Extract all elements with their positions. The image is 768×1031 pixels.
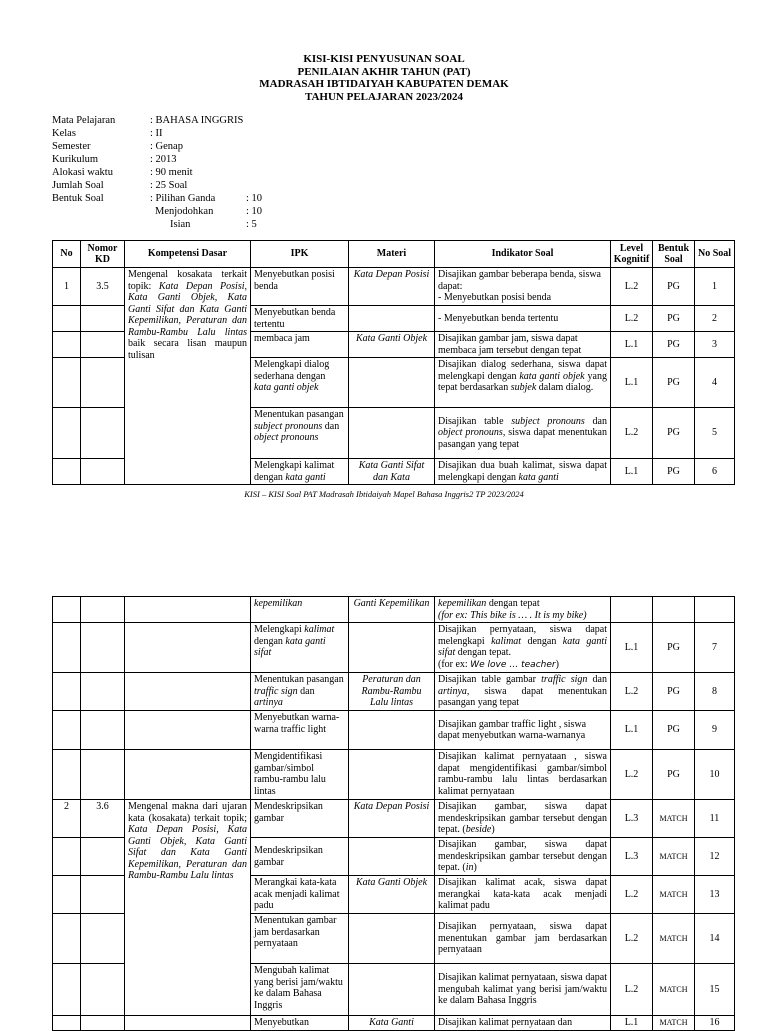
- ipk-cell: kepemilikan: [251, 597, 349, 623]
- table-row: [53, 673, 735, 711]
- level-cell: L.3: [611, 800, 653, 838]
- ipk-cell: Mendeskripsikan gambar: [251, 838, 349, 876]
- ipk-cell: Menentukan pasangan subject pronouns dan object pronouns: [251, 408, 349, 459]
- meta-label: Kurikulum: [52, 154, 99, 165]
- ipk-cell: Menentukan gambar jam berdasarkan pernyataan: [251, 914, 349, 964]
- level-cell: L.2: [611, 408, 653, 459]
- indikator-cell: Disajikan kalimat pernyataan, siswa dapat mengubah kalimat yang berisi jam/waktu ke dalam Bahasa Inggris: [435, 964, 611, 1016]
- column-header: IPK: [251, 241, 349, 268]
- ipk-cell: Mendeskripsikan gambar: [251, 800, 349, 838]
- ipk-cell: Menyebutkan warna-warna traffic light: [251, 711, 349, 750]
- kd-number: 3.5: [81, 268, 125, 306]
- meta-label: Bentuk Soal: [52, 193, 104, 204]
- indikator-cell: Disajikan gambar, siswa dapat mendeskripsikan gambar tersebut dengan tepat. (in): [435, 838, 611, 876]
- meta-label: Mata Pelajaran: [52, 115, 116, 126]
- level-cell: L.3: [611, 838, 653, 876]
- bentuk-cell: PG: [653, 358, 695, 408]
- ipk-cell: Merangkai kata-kata acak menjadi kalimat padu: [251, 876, 349, 914]
- level-cell: L.2: [611, 914, 653, 964]
- meta-label: Jumlah Soal: [52, 180, 104, 191]
- meta-value: : BAHASA INGGRIS: [150, 115, 244, 126]
- meta-value: : Pilihan Ganda: [150, 193, 216, 204]
- table-row: [53, 597, 735, 623]
- nosoal-cell: 1: [695, 268, 735, 306]
- ipk-cell: Mengubah kalimat yang berisi jam/waktu ke dalam Bahasa Inggris: [251, 964, 349, 1016]
- bentuk-cell: PG: [653, 673, 695, 711]
- bentuk-cell: PG: [653, 268, 695, 306]
- nosoal-cell: 4: [695, 358, 735, 408]
- indikator-cell: Disajikan dialog sederhana, siswa dapat melengkapi dengan kata ganti objek yang tepat berdasarkan subjek dalam dialog.: [435, 358, 611, 408]
- table-row: [53, 623, 735, 673]
- column-header: Kompetensi Dasar: [125, 241, 251, 268]
- meta-label: Kelas: [52, 128, 76, 139]
- nosoal-cell: 15: [695, 964, 735, 1016]
- materi-cell: Kata Ganti: [349, 1016, 435, 1031]
- table-row: [53, 711, 735, 750]
- ipk-cell: Menentukan pasangan traffic sign dan artinya: [251, 673, 349, 711]
- kd-number: 3.6: [81, 800, 125, 838]
- level-cell: L.2: [611, 876, 653, 914]
- table-header-row: [53, 241, 735, 268]
- nosoal-cell: 12: [695, 838, 735, 876]
- meta-label: Semester: [52, 141, 91, 152]
- row-number: 2: [53, 800, 81, 838]
- ipk-cell: Menyebutkan: [251, 1016, 349, 1031]
- title-line: KISI-KISI PENYUSUNAN SOAL: [303, 53, 465, 65]
- indikator-cell: - Menyebutkan benda tertentu: [435, 306, 611, 332]
- column-header: Materi: [349, 241, 435, 268]
- indikator-cell: Disajikan pernyataan, siswa dapat melengkapi kalimat dengan kata ganti sifat dengan tepat. (for ex: We love … teacher): [435, 623, 611, 673]
- meta-value: : 5: [246, 219, 257, 230]
- meta-value: : Genap: [150, 141, 183, 152]
- column-header: Indikator Soal: [435, 241, 611, 268]
- bentuk-cell: MATCH: [653, 1016, 695, 1031]
- nosoal-cell: 9: [695, 711, 735, 750]
- ipk-cell: Melengkapi dialog sederhana dengan kata ganti objek: [251, 358, 349, 408]
- table-row: [53, 1016, 735, 1031]
- indikator-cell: Disajikan gambar, siswa dapat mendeskripsikan gambar tersebut dengan tepat. (beside): [435, 800, 611, 838]
- bentuk-cell: MATCH: [653, 914, 695, 964]
- kompetensi-cell: Mengenal makna dari ujaran kata (kosakata) terkait topik; Kata Depan Posisi, Kata Ganti Objek, Kata Ganti Sifat dan Kata Ganti Kepemilikan, Peraturan dan Rambu-Rambu Lalu lintas: [125, 800, 251, 1016]
- column-header: Nomor KD: [81, 241, 125, 268]
- title-line: MADRASAH IBTIDAIYAH KABUPATEN DEMAK: [259, 78, 509, 90]
- meta-value: Isian: [170, 219, 191, 230]
- materi-cell: Peraturan dan Rambu-Rambu Lalu lintas: [349, 673, 435, 711]
- bentuk-cell: MATCH: [653, 876, 695, 914]
- indikator-cell: Disajikan kalimat pernyataan , siswa dapat mengidentifikasi gambar/simbol rambu-rambu lalu lintas berdasarkan kalimat pernyataan: [435, 750, 611, 800]
- indikator-cell: Disajikan gambar traffic light , siswa dapat menyebutkan warna-warnanya: [435, 711, 611, 750]
- indikator-cell: Disajikan kalimat pernyataan dan: [435, 1016, 611, 1031]
- level-cell: L.1: [611, 1016, 653, 1031]
- meta-value: : 25 Soal: [150, 180, 188, 191]
- nosoal-cell: 10: [695, 750, 735, 800]
- document-title: [0, 53, 768, 103]
- ipk-cell: Menyebutkan benda tertentu: [251, 306, 349, 332]
- level-cell: L.2: [611, 673, 653, 711]
- page-footer: KISI – KISI Soal PAT Madrasah Ibtidaiyah Mapel Bahasa Inggris2 TP 2023/2024: [244, 489, 524, 499]
- materi-cell: Kata Ganti Objek: [349, 332, 435, 358]
- column-header: No Soal: [695, 241, 735, 268]
- level-cell: L.2: [611, 964, 653, 1016]
- kompetensi-cell: Mengenal kosakata terkait topik: Kata Depan Posisi, Kata Ganti Objek, Kata Ganti Sifat dan Kata Ganti Kepemilikan, Peraturan dan Rambu-Rambu Lalu lintas baik secara lisan maupun tulisan: [125, 268, 251, 485]
- indikator-cell: Disajikan dua buah kalimat, siswa dapat melengkapi dengan kata ganti: [435, 459, 611, 485]
- ipk-cell: Melengkapi kalimat dengan kata ganti sifat: [251, 623, 349, 673]
- indikator-cell: Disajikan gambar jam, siswa dapat membaca jam tersebut dengan tepat: [435, 332, 611, 358]
- meta-value: : II: [150, 128, 163, 139]
- materi-cell: Kata Ganti Objek: [349, 876, 435, 914]
- materi-cell: Kata Depan Posisi: [349, 268, 435, 306]
- title-line: TAHUN PELAJARAN 2023/2024: [304, 90, 464, 103]
- nosoal-cell: 7: [695, 623, 735, 673]
- indikator-cell: Disajikan table subject pronouns dan object pronouns, siswa dapat menentukan pasangan yang tepat: [435, 408, 611, 459]
- nosoal-cell: 2: [695, 306, 735, 332]
- nosoal-cell: 8: [695, 673, 735, 711]
- title-line: PENILAIAN AKHIR TAHUN (PAT): [297, 65, 471, 78]
- column-header: No: [53, 241, 81, 268]
- nosoal-cell: 13: [695, 876, 735, 914]
- indikator-cell: Disajikan pernyataan, siswa dapat menentukan gambar jam berdasarkan pernyataan: [435, 914, 611, 964]
- bentuk-cell: PG: [653, 306, 695, 332]
- level-cell: L.1: [611, 623, 653, 673]
- indikator-cell: Disajikan gambar beberapa benda, siswa dapat: - Menyebutkan posisi benda: [435, 268, 611, 306]
- nosoal-cell: 11: [695, 800, 735, 838]
- bentuk-cell: PG: [653, 750, 695, 800]
- row-number: 1: [53, 268, 81, 306]
- level-cell: L.2: [611, 750, 653, 800]
- meta-value: : 10: [246, 206, 263, 217]
- level-cell: L.1: [611, 358, 653, 408]
- indikator-cell: kepemilikan dengan tepat (for ex: This bike is … . It is my bike): [435, 597, 611, 623]
- table-row: [53, 750, 735, 800]
- indikator-cell: Disajikan table gambar traffic sign dan artinya, siswa dapat menentukan pasangan yang tepat: [435, 673, 611, 711]
- nosoal-cell: 14: [695, 914, 735, 964]
- bentuk-cell: PG: [653, 332, 695, 358]
- indikator-cell: Disajikan kalimat acak, siswa dapat merangkai kata-kata acak menjadi kalimat padu: [435, 876, 611, 914]
- kisi-table-page2: [52, 596, 735, 1031]
- nosoal-cell: 6: [695, 459, 735, 485]
- nosoal-cell: 3: [695, 332, 735, 358]
- bentuk-cell: PG: [653, 623, 695, 673]
- level-cell: L.2: [611, 306, 653, 332]
- meta-value: : 10: [246, 193, 263, 204]
- level-cell: L.1: [611, 332, 653, 358]
- table-row: [53, 268, 735, 306]
- ipk-cell: Melengkapi kalimat dengan kata ganti: [251, 459, 349, 485]
- bentuk-cell: PG: [653, 711, 695, 750]
- materi-cell: Kata Ganti Sifat dan Kata: [349, 459, 435, 485]
- level-cell: L.1: [611, 459, 653, 485]
- meta-label: Alokasi waktu: [52, 167, 113, 178]
- column-header: Level Kognitif: [611, 241, 653, 268]
- kisi-table-page1: [52, 240, 735, 485]
- level-cell: L.1: [611, 711, 653, 750]
- ipk-cell: Menyebutkan posisi benda: [251, 268, 349, 306]
- document-meta: [52, 114, 262, 231]
- level-cell: L.2: [611, 268, 653, 306]
- column-header: Bentuk Soal: [653, 241, 695, 268]
- meta-value: Menjodohkan: [155, 206, 214, 217]
- materi-cell: Kata Depan Posisi: [349, 800, 435, 838]
- bentuk-cell: PG: [653, 459, 695, 485]
- bentuk-cell: MATCH: [653, 800, 695, 838]
- nosoal-cell: 16: [695, 1016, 735, 1031]
- bentuk-cell: PG: [653, 408, 695, 459]
- ipk-cell: Mengidentifikasi gambar/simbol rambu-rambu lalu lintas: [251, 750, 349, 800]
- bentuk-cell: MATCH: [653, 964, 695, 1016]
- nosoal-cell: 5: [695, 408, 735, 459]
- ipk-cell: membaca jam: [251, 332, 349, 358]
- table-row: [53, 800, 735, 838]
- meta-value: : 2013: [150, 154, 177, 165]
- meta-value: : 90 menit: [150, 167, 193, 178]
- materi-cell: Ganti Kepemilikan: [349, 597, 435, 623]
- bentuk-cell: MATCH: [653, 838, 695, 876]
